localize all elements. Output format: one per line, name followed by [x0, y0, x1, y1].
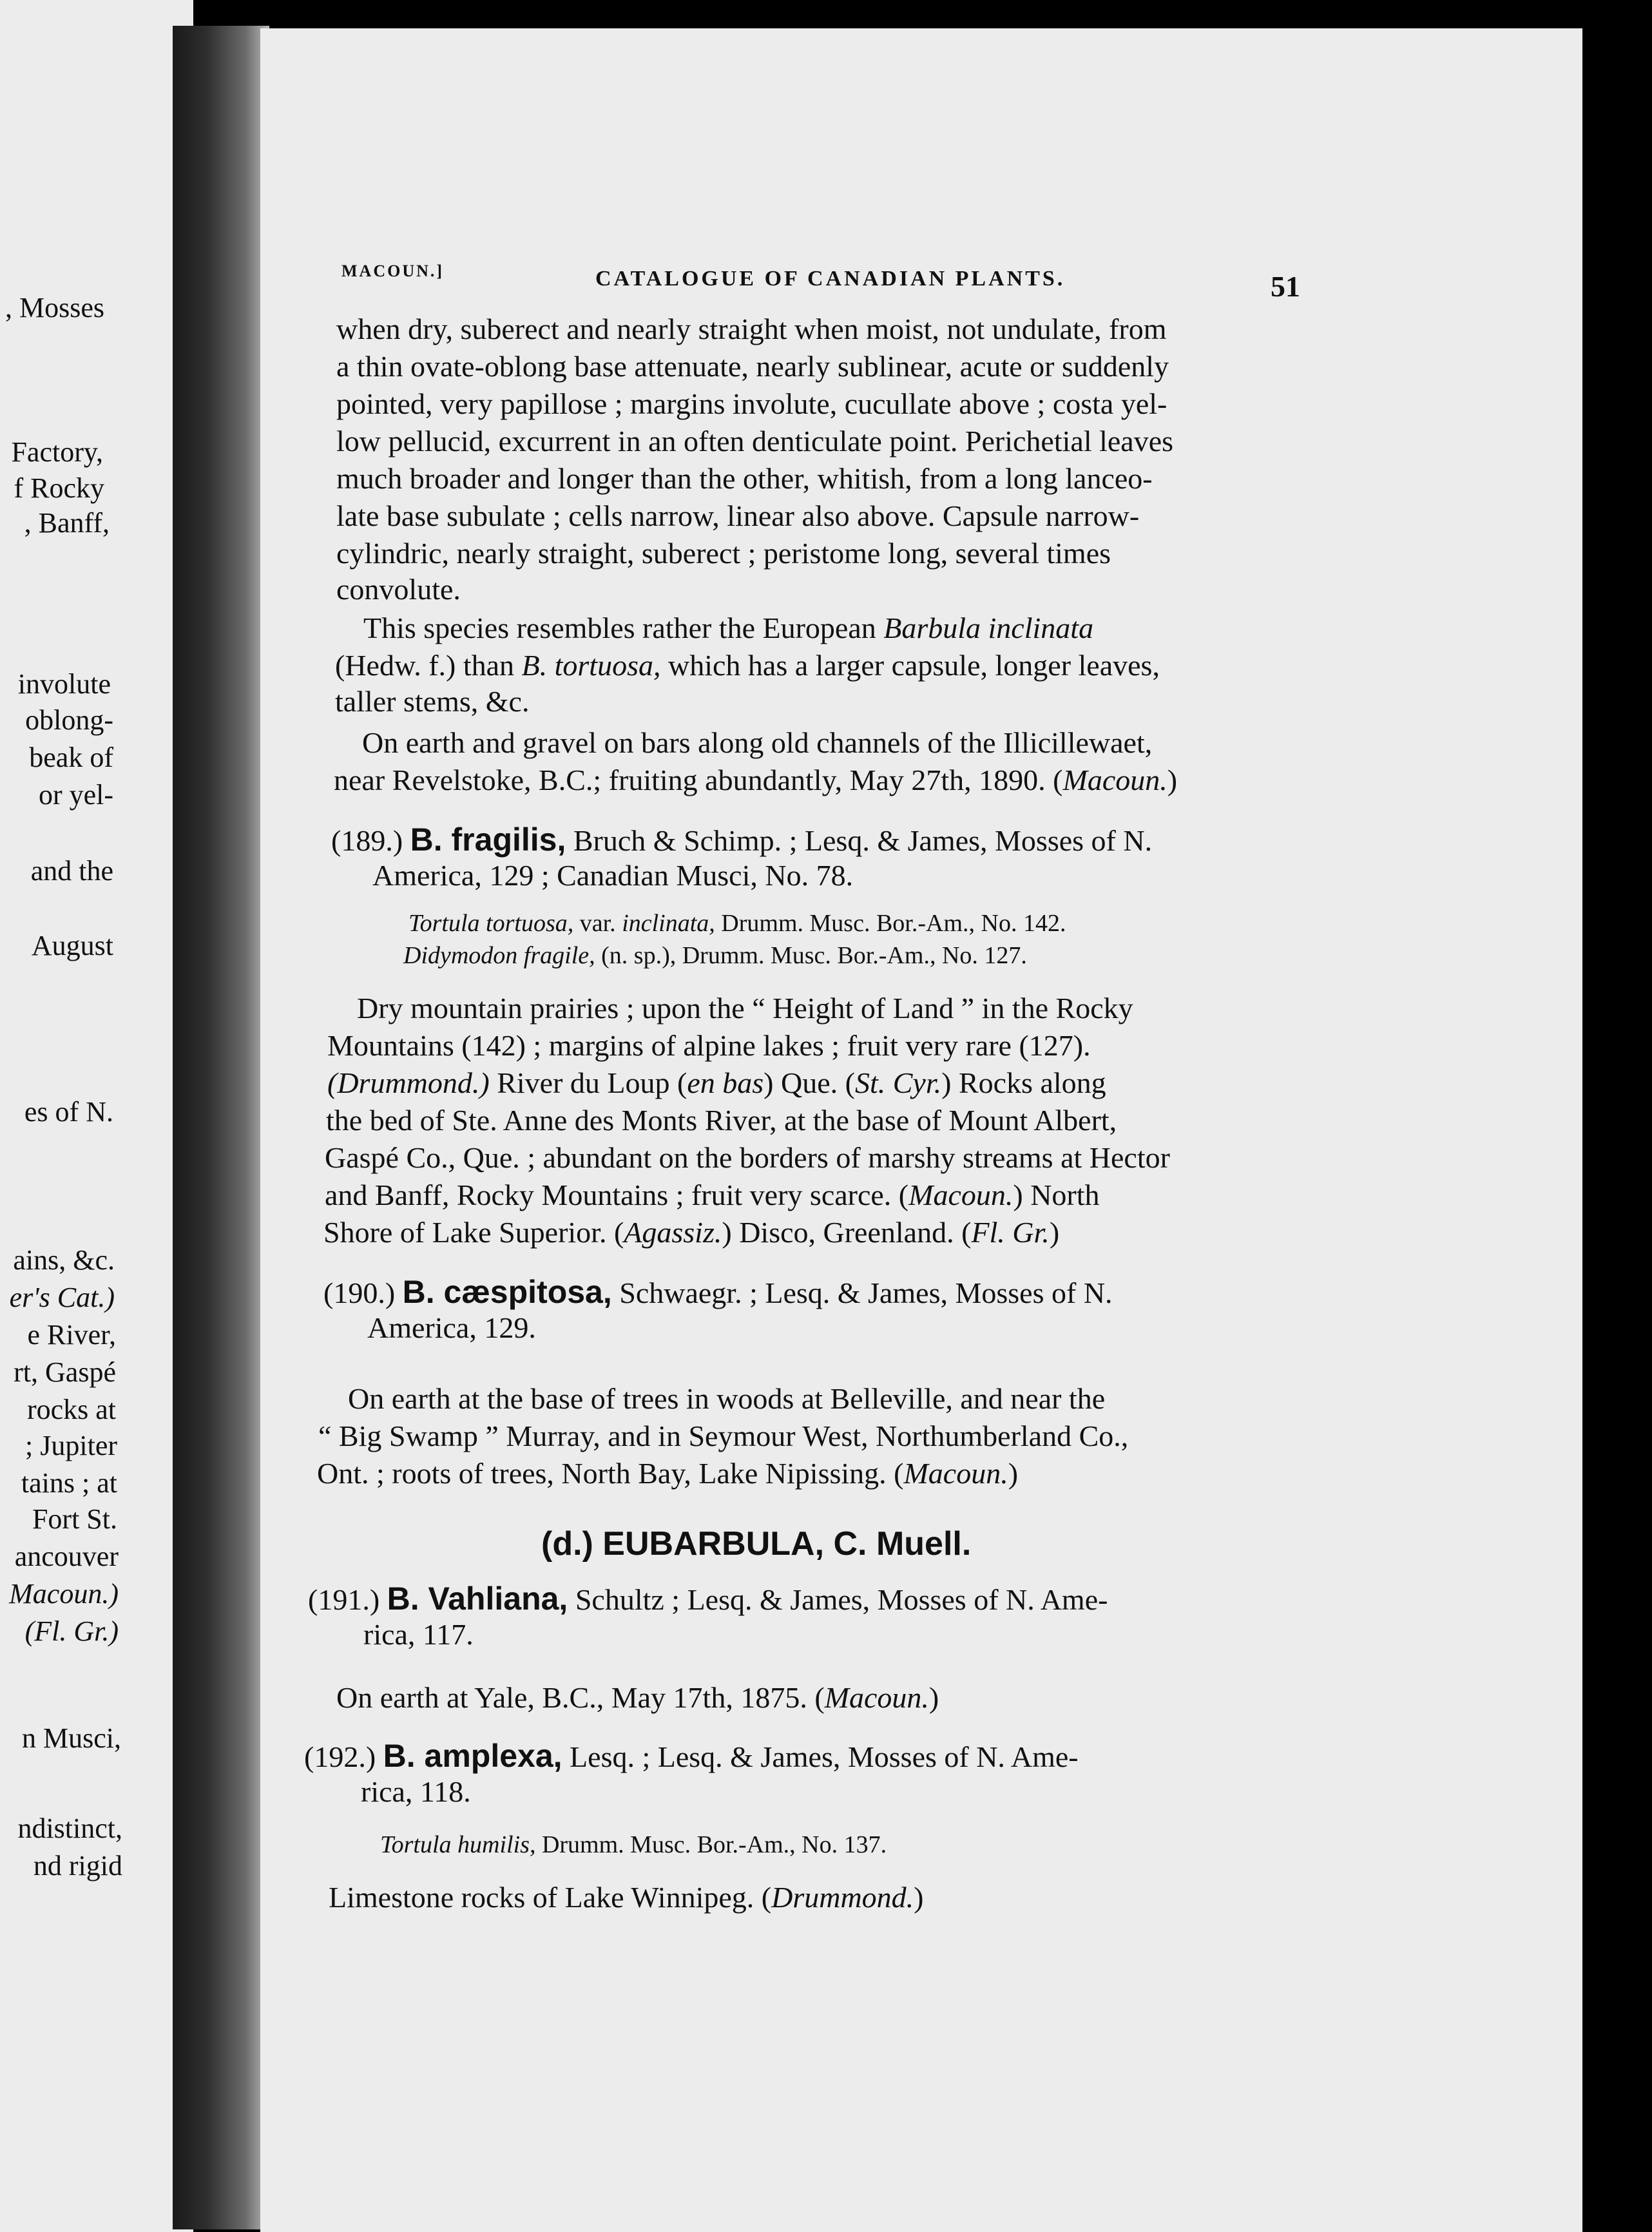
- text-line: low pellucid, excurrent in an often denticulate point. Perichetial leaves: [336, 425, 1174, 457]
- text-line: Gaspé Co., Que. ; abundant on the borders of marshy streams at Hector: [325, 1141, 1170, 1174]
- book-page: [260, 28, 1582, 2232]
- prev-page-line: nd rigid: [33, 1850, 122, 1881]
- synonym-line: Didymodon fragile, (n. sp.), Drumm. Musc. Bor.-Am., No. 127.: [403, 942, 1027, 969]
- species-entry-189: (189.) B. fragilis, Bruch & Schimp. ; Lesq. & James, Mosses of N.: [331, 822, 1153, 858]
- prev-page-line: beak of: [29, 742, 113, 773]
- section-heading: (d.) EUBARBULA, C. Muell.: [541, 1525, 972, 1563]
- text-line: late base subulate ; cells narrow, linear also above. Capsule narrow-: [336, 499, 1140, 532]
- text-line: On earth at Yale, B.C., May 17th, 1875. (Macoun.): [336, 1681, 939, 1714]
- text-line: when dry, suberect and nearly straight when moist, not undulate, from: [336, 313, 1167, 345]
- prev-page-line: Factory,: [11, 436, 103, 468]
- text-line: rica, 118.: [361, 1775, 471, 1808]
- text-line: convolute.: [336, 573, 461, 606]
- text-line: and Banff, Rocky Mountains ; fruit very scarce. (Macoun.) North: [325, 1179, 1100, 1211]
- text-line: America, 129.: [367, 1311, 536, 1344]
- running-head-title: CATALOGUE OF CANADIAN PLANTS.: [595, 267, 1066, 291]
- prev-page-line: or yel-: [38, 779, 113, 811]
- text-line: near Revelstoke, B.C.; fruiting abundantly, May 27th, 1890. (Macoun.): [334, 764, 1178, 796]
- prev-page-line: (Fl. Gr.): [24, 1615, 119, 1647]
- text-line: a thin ovate-oblong base attenuate, nearly sublinear, acute or suddenly: [336, 350, 1169, 383]
- text-line: the bed of Ste. Anne des Monts River, at the base of Mount Albert,: [326, 1104, 1117, 1137]
- prev-page-line: e River,: [27, 1319, 116, 1351]
- prev-page-line: , Mosses: [5, 292, 104, 323]
- page-number: 51: [1271, 270, 1300, 303]
- text-line: On earth and gravel on bars along old channels of the Illicillewaet,: [362, 726, 1153, 759]
- prev-page-line: er's Cat.): [9, 1282, 115, 1313]
- species-entry-191: (191.) B. Vahliana, Schultz ; Lesq. & James, Mosses of N. Ame-: [308, 1581, 1108, 1617]
- species-name: B. fragilis,: [410, 822, 566, 858]
- text-line: “ Big Swamp ” Murray, and in Seymour West, Northumberland Co.,: [318, 1419, 1129, 1452]
- prev-page-line: oblong-: [25, 704, 113, 736]
- book-gutter-shadow: [173, 26, 269, 2229]
- text-line: pointed, very papillose ; margins involute, cucullate above ; costa yel-: [336, 387, 1167, 420]
- prev-page-line: Macoun.): [9, 1578, 119, 1610]
- prev-page-line: ; Jupiter: [25, 1430, 117, 1461]
- text-line: Shore of Lake Superior. (Agassiz.) Disco, Greenland. (Fl. Gr.): [323, 1216, 1060, 1249]
- prev-page-line: , Banff,: [24, 507, 110, 539]
- synonym-line: Tortula humilis, Drumm. Musc. Bor.-Am., No. 137.: [380, 1831, 887, 1858]
- synonym-line: Tortula tortuosa, var. inclinata, Drumm. Musc. Bor.-Am., No. 142.: [408, 910, 1066, 937]
- text-line: This species resembles rather the European Barbula inclinata: [363, 611, 1094, 644]
- species-name: B. amplexa,: [383, 1738, 562, 1774]
- prev-page-line: tains ; at: [21, 1467, 117, 1499]
- text-line: (Drummond.) River du Loup (en bas) Que. (St. Cyr.) Rocks along: [327, 1066, 1106, 1099]
- prev-page-line: involute: [17, 668, 111, 700]
- species-name: B. cæspitosa,: [402, 1274, 612, 1310]
- species-entry-192: (192.) B. amplexa, Lesq. ; Lesq. & James, Mosses of N. Ame-: [304, 1738, 1079, 1774]
- text-line: America, 129 ; Canadian Musci, No. 78.: [372, 859, 854, 892]
- prev-page-line: ancouver: [14, 1541, 119, 1572]
- text-line: much broader and longer than the other, whitish, from a long lanceo-: [336, 462, 1153, 495]
- text-line: Dry mountain prairies ; upon the “ Height of Land ” in the Rocky: [357, 992, 1133, 1025]
- prev-page-line: Fort St.: [32, 1503, 117, 1535]
- prev-page-line: ndistinct,: [17, 1813, 122, 1844]
- prev-page-line: ains, &c.: [13, 1244, 115, 1276]
- text-line: taller stems, &c.: [335, 685, 530, 718]
- text-line: Ont. ; roots of trees, North Bay, Lake Nipissing. (Macoun.): [317, 1457, 1019, 1490]
- text-line: On earth at the base of trees in woods at Belleville, and near the: [348, 1382, 1106, 1415]
- prev-page-line: and the: [30, 855, 113, 887]
- text-line: (Hedw. f.) than B. tortuosa, which has a larger capsule, longer leaves,: [335, 649, 1160, 682]
- prev-page-line: August: [31, 930, 113, 961]
- running-head-author: MACOUN.]: [341, 262, 445, 280]
- text-line: rica, 117.: [363, 1618, 474, 1651]
- previous-page-edge: [0, 0, 193, 2232]
- prev-page-line: rt, Gaspé: [14, 1356, 116, 1388]
- prev-page-line: es of N.: [24, 1096, 113, 1128]
- species-name: B. Vahliana,: [387, 1581, 568, 1617]
- text-line: Mountains (142) ; margins of alpine lakes ; fruit very rare (127).: [327, 1029, 1091, 1062]
- text-line: cylindric, nearly straight, suberect ; peristome long, several times: [336, 537, 1111, 570]
- prev-page-line: n Musci,: [22, 1722, 121, 1754]
- text-line: Limestone rocks of Lake Winnipeg. (Drummond.): [329, 1881, 924, 1914]
- prev-page-line: f Rocky: [14, 472, 104, 504]
- prev-page-line: rocks at: [26, 1394, 116, 1425]
- species-entry-190: (190.) B. cæspitosa, Schwaegr. ; Lesq. & James, Mosses of N.: [323, 1274, 1113, 1310]
